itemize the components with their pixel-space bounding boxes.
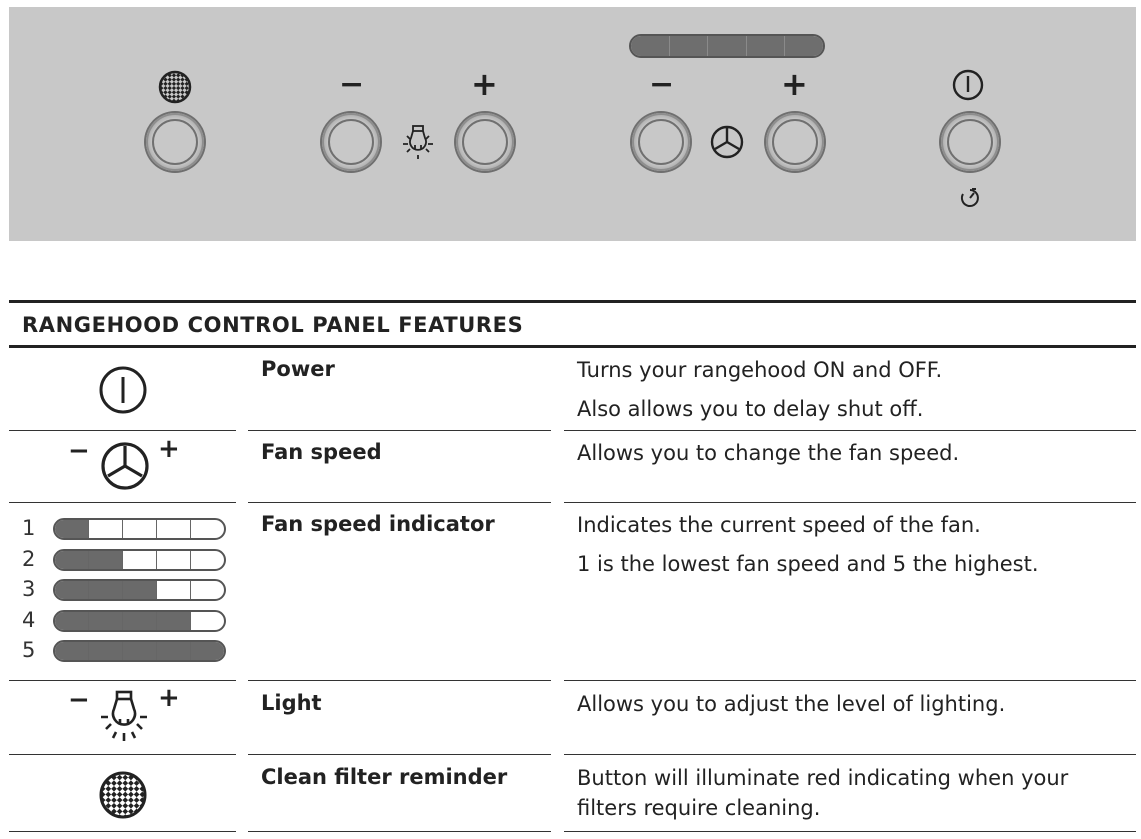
speed-level-segment (89, 612, 123, 630)
speed-level-number: 2 (22, 546, 36, 571)
light-plus-label: + (471, 65, 498, 103)
feature-desc-fan-speed (577, 438, 1122, 477)
speed-level-segment (191, 551, 224, 569)
timer-icon (959, 187, 981, 209)
row-divider (9, 502, 236, 503)
fan-minus-label: − (68, 436, 90, 466)
fan-icon (99, 440, 151, 492)
feature-desc-clean-filter (577, 763, 1122, 832)
row-divider (564, 502, 1136, 503)
power-button[interactable] (941, 113, 999, 171)
speed-level-segment (55, 642, 89, 660)
row-divider (248, 754, 551, 755)
feature-desc-light (577, 689, 1122, 728)
speed-segment (708, 36, 747, 56)
row-divider (9, 680, 236, 681)
speed-level-segment (191, 520, 224, 538)
row-divider (564, 430, 1136, 431)
row-divider (564, 680, 1136, 681)
light-icon (400, 123, 436, 163)
desc-line: Also allows you to delay shut off. (577, 397, 924, 421)
speed-level-segment (191, 642, 224, 660)
speed-level-bar (53, 518, 226, 540)
row-divider (248, 831, 551, 832)
speed-level-bar (53, 610, 226, 632)
speed-segment (670, 36, 709, 56)
feature-name-fan-speed-indicator: Fan speed indicator (261, 512, 495, 536)
filter-icon (157, 69, 193, 105)
speed-level-segment (157, 612, 191, 630)
desc-line: 1 is the lowest fan speed and 5 the highest. (577, 552, 1039, 576)
filter-icon (97, 769, 149, 821)
speed-level-segment (55, 520, 89, 538)
fan-minus-label: − (649, 67, 675, 102)
row-divider (9, 430, 236, 431)
row-divider (9, 754, 236, 755)
speed-level-segment (191, 581, 224, 599)
speed-level-segment (123, 520, 157, 538)
filter-button[interactable] (146, 113, 204, 171)
speed-segment (747, 36, 786, 56)
light-minus-button[interactable] (322, 113, 380, 171)
speed-segment (631, 36, 670, 56)
feature-name-fan-speed: Fan speed (261, 440, 382, 464)
fan-speed-bar (629, 34, 825, 58)
speed-segment (785, 36, 823, 56)
light-plus-button[interactable] (456, 113, 514, 171)
speed-level-segment (157, 581, 191, 599)
speed-level-bar (53, 549, 226, 571)
row-divider (248, 680, 551, 681)
speed-level-segment (55, 612, 89, 630)
speed-level-bar (53, 579, 226, 601)
speed-level-segment (89, 520, 123, 538)
speed-level-bar (53, 640, 226, 662)
speed-level-segment (123, 551, 157, 569)
speed-level-segment (123, 612, 157, 630)
table-header-rule (9, 345, 1136, 348)
speed-level-segment (191, 612, 224, 630)
row-divider (248, 502, 551, 503)
desc-line: Allows you to change the fan speed. (577, 441, 960, 465)
fan-plus-button[interactable] (766, 113, 824, 171)
fan-icon (709, 124, 745, 160)
speed-level-number: 4 (22, 607, 36, 632)
feature-name-light: Light (261, 691, 322, 715)
control-panel (9, 7, 1136, 241)
speed-level-segment (55, 581, 89, 599)
feature-name-power: Power (261, 357, 335, 381)
speed-level-segment (55, 551, 89, 569)
light-minus-label: − (339, 67, 365, 102)
desc-line: Button will illuminate red indicating when your filters require cleaning. (577, 766, 1069, 820)
table-top-rule (9, 300, 1136, 303)
speed-level-segment (89, 581, 123, 599)
fan-plus-label: + (158, 434, 180, 464)
row-divider (564, 831, 1136, 832)
speed-level-segment (157, 520, 191, 538)
light-plus-label: + (158, 683, 180, 713)
row-divider (248, 430, 551, 431)
speed-level-number: 1 (22, 516, 36, 540)
speed-level-segment (89, 642, 123, 660)
speed-level-segment (123, 642, 157, 660)
power-icon (951, 68, 985, 102)
row-divider (564, 754, 1136, 755)
desc-line: Turns your rangehood ON and OFF. (577, 358, 943, 382)
speed-level-segment (157, 551, 191, 569)
desc-line: Indicates the current speed of the fan. (577, 513, 981, 537)
power-icon (98, 365, 148, 415)
speed-level-segment (157, 642, 191, 660)
speed-level-segment (89, 551, 123, 569)
table-title: RANGEHOOD CONTROL PANEL FEATURES (22, 313, 524, 337)
feature-desc-fan-speed-indicator (577, 510, 1122, 588)
feature-name-clean-filter: Clean filter reminder (261, 765, 508, 789)
desc-line: Allows you to adjust the level of lighting. (577, 692, 1006, 716)
fan-minus-button[interactable] (632, 113, 690, 171)
speed-level-segment (123, 581, 157, 599)
fan-plus-label: + (781, 65, 808, 103)
row-divider (9, 831, 236, 832)
speed-level-number: 5 (22, 638, 36, 662)
speed-level-number: 3 (22, 577, 36, 601)
feature-desc-power (577, 355, 1122, 433)
light-icon (98, 688, 150, 744)
light-minus-label: − (68, 685, 90, 715)
